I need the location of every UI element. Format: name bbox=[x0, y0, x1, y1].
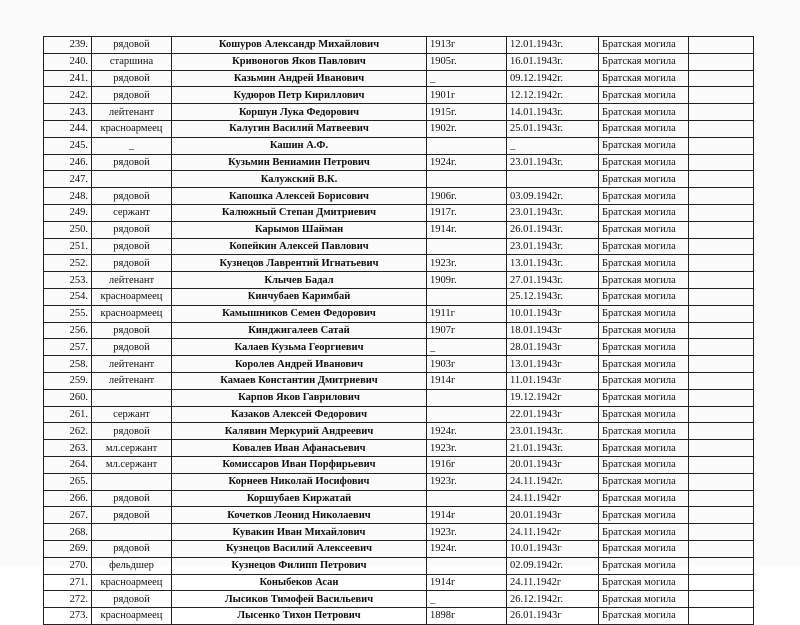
rank-cell: сержант bbox=[92, 204, 172, 221]
death-date-cell: 23.01.1943г. bbox=[507, 238, 599, 255]
table-row bbox=[44, 137, 754, 154]
birth-year-cell: 1923г. bbox=[427, 473, 507, 490]
burial-place-cell: Братская могила bbox=[599, 288, 689, 305]
death-date-cell: 25.01.1943г. bbox=[507, 120, 599, 137]
full-name-cell: Кузнецов Филипп Петрович bbox=[172, 557, 427, 574]
rank-cell: красноармеец bbox=[92, 305, 172, 322]
row-number: 267. bbox=[44, 507, 92, 524]
rank-cell: рядовой bbox=[92, 154, 172, 171]
full-name-cell: Капошка Алексей Борисович bbox=[172, 188, 427, 205]
row-number: 250. bbox=[44, 221, 92, 238]
full-name-cell: Коршубаев Киржатай bbox=[172, 490, 427, 507]
empty-cell bbox=[689, 322, 754, 339]
burial-place-cell: Братская могила bbox=[599, 356, 689, 373]
burial-place-cell: Братская могила bbox=[599, 70, 689, 87]
burial-place-cell: Братская могила bbox=[599, 305, 689, 322]
empty-cell bbox=[689, 154, 754, 171]
row-number: 271. bbox=[44, 574, 92, 591]
full-name-cell: Камышников Семен Федорович bbox=[172, 305, 427, 322]
table-row bbox=[44, 238, 754, 255]
burial-place-cell: Братская могила bbox=[599, 406, 689, 423]
row-number: 241. bbox=[44, 70, 92, 87]
full-name-cell: Кинджигалеев Сатай bbox=[172, 322, 427, 339]
death-date-cell: 23.01.1943г. bbox=[507, 204, 599, 221]
empty-cell bbox=[689, 120, 754, 137]
full-name-cell: Кудюров Петр Кириллович bbox=[172, 87, 427, 104]
death-date-cell: 24.11.1942г. bbox=[507, 473, 599, 490]
table-row bbox=[44, 104, 754, 121]
empty-cell bbox=[689, 406, 754, 423]
table-row bbox=[44, 255, 754, 272]
death-date-cell: 22.01.1943г bbox=[507, 406, 599, 423]
table-row bbox=[44, 507, 754, 524]
birth-year-cell: _ bbox=[427, 591, 507, 608]
birth-year-cell: _ bbox=[427, 339, 507, 356]
rank-cell: фельдшер bbox=[92, 557, 172, 574]
full-name-cell: Кузнецов Василий Алексеевич bbox=[172, 540, 427, 557]
death-date-cell: 10.01.1943г bbox=[507, 540, 599, 557]
birth-year-cell: 1901г bbox=[427, 87, 507, 104]
full-name-cell: Клычев Бадал bbox=[172, 272, 427, 289]
empty-cell bbox=[689, 238, 754, 255]
table-row bbox=[44, 53, 754, 70]
death-date-cell: 16.01.1943г. bbox=[507, 53, 599, 70]
rank-cell: _ bbox=[92, 137, 172, 154]
full-name-cell: Кинчубаев Каримбай bbox=[172, 288, 427, 305]
full-name-cell: Карымов Шайман bbox=[172, 221, 427, 238]
burial-place-cell: Братская могила bbox=[599, 507, 689, 524]
death-date-cell: 10.01.1943г bbox=[507, 305, 599, 322]
birth-year-cell bbox=[427, 490, 507, 507]
rank-cell: рядовой bbox=[92, 423, 172, 440]
rank-cell: рядовой bbox=[92, 188, 172, 205]
burial-place-cell: Братская могила bbox=[599, 104, 689, 121]
death-date-cell: 25.12.1943г. bbox=[507, 288, 599, 305]
empty-cell bbox=[689, 104, 754, 121]
table-row bbox=[44, 204, 754, 221]
table-row bbox=[44, 305, 754, 322]
birth-year-cell bbox=[427, 389, 507, 406]
death-date-cell: 09.12.1942г. bbox=[507, 70, 599, 87]
full-name-cell: Коныбеков Асан bbox=[172, 574, 427, 591]
row-number: 246. bbox=[44, 154, 92, 171]
table-row bbox=[44, 473, 754, 490]
birth-year-cell bbox=[427, 406, 507, 423]
birth-year-cell: 1913г bbox=[427, 37, 507, 54]
rank-cell bbox=[92, 524, 172, 541]
death-date-cell: 24.11.1942г bbox=[507, 524, 599, 541]
table-row bbox=[44, 87, 754, 104]
rank-cell: старшина bbox=[92, 53, 172, 70]
birth-year-cell: 1909г. bbox=[427, 272, 507, 289]
death-date-cell: 27.01.1943г. bbox=[507, 272, 599, 289]
birth-year-cell bbox=[427, 238, 507, 255]
row-number: 272. bbox=[44, 591, 92, 608]
empty-cell bbox=[689, 204, 754, 221]
burial-place-cell: Братская могила bbox=[599, 608, 689, 625]
birth-year-cell bbox=[427, 137, 507, 154]
burial-place-cell: Братская могила bbox=[599, 37, 689, 54]
rank-cell: лейтенант bbox=[92, 272, 172, 289]
row-number: 262. bbox=[44, 423, 92, 440]
table-row bbox=[44, 288, 754, 305]
death-date-cell: 19.12.1942г bbox=[507, 389, 599, 406]
table-row bbox=[44, 154, 754, 171]
death-date-cell: 18.01.1943г bbox=[507, 322, 599, 339]
full-name-cell: Калугин Василий Матвеевич bbox=[172, 120, 427, 137]
birth-year-cell: 1911г bbox=[427, 305, 507, 322]
full-name-cell: Кувакин Иван Михайлович bbox=[172, 524, 427, 541]
birth-year-cell: 1903г bbox=[427, 356, 507, 373]
empty-cell bbox=[689, 288, 754, 305]
burial-place-cell: Братская могила bbox=[599, 53, 689, 70]
table-row bbox=[44, 540, 754, 557]
row-number: 270. bbox=[44, 557, 92, 574]
empty-cell bbox=[689, 557, 754, 574]
row-number: 273. bbox=[44, 608, 92, 625]
burial-place-cell: Братская могила bbox=[599, 87, 689, 104]
death-date-cell: 11.01.1943г bbox=[507, 372, 599, 389]
full-name-cell: Карпов Яков Гаврилович bbox=[172, 389, 427, 406]
rank-cell: мл.сержант bbox=[92, 456, 172, 473]
table-body bbox=[44, 37, 754, 625]
rank-cell: лейтенант bbox=[92, 104, 172, 121]
empty-cell bbox=[689, 591, 754, 608]
row-number: 244. bbox=[44, 120, 92, 137]
full-name-cell: Казаков Алексей Федорович bbox=[172, 406, 427, 423]
burial-place-cell: Братская могила bbox=[599, 322, 689, 339]
full-name-cell: Калюжный Степан Дмитриевич bbox=[172, 204, 427, 221]
table-row bbox=[44, 608, 754, 625]
row-number: 240. bbox=[44, 53, 92, 70]
death-date-cell: 26.01.1943г bbox=[507, 608, 599, 625]
death-date-cell: 13.01.1943г. bbox=[507, 255, 599, 272]
table-row bbox=[44, 221, 754, 238]
row-number: 260. bbox=[44, 389, 92, 406]
burial-place-cell: Братская могила bbox=[599, 154, 689, 171]
empty-cell bbox=[689, 70, 754, 87]
burial-place-cell: Братская могила bbox=[599, 557, 689, 574]
table-row bbox=[44, 557, 754, 574]
birth-year-cell: _ bbox=[427, 70, 507, 87]
table-row bbox=[44, 591, 754, 608]
rank-cell: мл.сержант bbox=[92, 440, 172, 457]
rank-cell: рядовой bbox=[92, 507, 172, 524]
birth-year-cell: 1906г. bbox=[427, 188, 507, 205]
birth-year-cell: 1923г. bbox=[427, 440, 507, 457]
row-number: 265. bbox=[44, 473, 92, 490]
full-name-cell: Лысенко Тихон Петрович bbox=[172, 608, 427, 625]
death-date-cell: 20.01.1943г bbox=[507, 507, 599, 524]
burial-place-cell: Братская могила bbox=[599, 440, 689, 457]
rank-cell: сержант bbox=[92, 406, 172, 423]
birth-year-cell: 1923г. bbox=[427, 524, 507, 541]
empty-cell bbox=[689, 171, 754, 188]
table-row bbox=[44, 440, 754, 457]
rank-cell: рядовой bbox=[92, 37, 172, 54]
empty-cell bbox=[689, 137, 754, 154]
table-row bbox=[44, 406, 754, 423]
full-name-cell: Кочетков Леонид Николаевич bbox=[172, 507, 427, 524]
empty-cell bbox=[689, 490, 754, 507]
birth-year-cell: 1914г bbox=[427, 574, 507, 591]
row-number: 243. bbox=[44, 104, 92, 121]
rank-cell: рядовой bbox=[92, 322, 172, 339]
full-name-cell: Кошуров Александр Михайлович bbox=[172, 37, 427, 54]
death-date-cell: 24.11.1942г bbox=[507, 574, 599, 591]
birth-year-cell: 1898г bbox=[427, 608, 507, 625]
table-row bbox=[44, 574, 754, 591]
row-number: 247. bbox=[44, 171, 92, 188]
row-number: 248. bbox=[44, 188, 92, 205]
row-number: 255. bbox=[44, 305, 92, 322]
burial-place-cell: Братская могила bbox=[599, 238, 689, 255]
row-number: 261. bbox=[44, 406, 92, 423]
row-number: 242. bbox=[44, 87, 92, 104]
empty-cell bbox=[689, 339, 754, 356]
empty-cell bbox=[689, 524, 754, 541]
empty-cell bbox=[689, 221, 754, 238]
empty-cell bbox=[689, 305, 754, 322]
empty-cell bbox=[689, 608, 754, 625]
rank-cell: рядовой bbox=[92, 591, 172, 608]
death-date-cell: 26.01.1943г. bbox=[507, 221, 599, 238]
row-number: 259. bbox=[44, 372, 92, 389]
burial-place-cell: Братская могила bbox=[599, 204, 689, 221]
empty-cell bbox=[689, 456, 754, 473]
rank-cell: рядовой bbox=[92, 70, 172, 87]
rank-cell: рядовой bbox=[92, 221, 172, 238]
rank-cell: лейтенант bbox=[92, 356, 172, 373]
rank-cell bbox=[92, 171, 172, 188]
empty-cell bbox=[689, 255, 754, 272]
rank-cell: красноармеец bbox=[92, 574, 172, 591]
empty-cell bbox=[689, 53, 754, 70]
row-number: 252. bbox=[44, 255, 92, 272]
row-number: 258. bbox=[44, 356, 92, 373]
burial-place-cell: Братская могила bbox=[599, 120, 689, 137]
burial-list-table bbox=[43, 36, 754, 625]
burial-place-cell: Братская могила bbox=[599, 524, 689, 541]
death-date-cell: 23.01.1943г. bbox=[507, 154, 599, 171]
empty-cell bbox=[689, 272, 754, 289]
burial-place-cell: Братская могила bbox=[599, 423, 689, 440]
empty-cell bbox=[689, 574, 754, 591]
full-name-cell: Калаев Кузьма Георгиевич bbox=[172, 339, 427, 356]
burial-place-cell: Братская могила bbox=[599, 221, 689, 238]
table-row bbox=[44, 70, 754, 87]
full-name-cell: Лысиков Тимофей Васильевич bbox=[172, 591, 427, 608]
death-date-cell: 14.01.1943г. bbox=[507, 104, 599, 121]
birth-year-cell: 1924г. bbox=[427, 540, 507, 557]
burial-place-cell: Братская могила bbox=[599, 272, 689, 289]
rank-cell bbox=[92, 389, 172, 406]
row-number: 257. bbox=[44, 339, 92, 356]
birth-year-cell: 1924г. bbox=[427, 154, 507, 171]
empty-cell bbox=[689, 473, 754, 490]
death-date-cell: _ bbox=[507, 137, 599, 154]
death-date-cell: 03.09.1942г. bbox=[507, 188, 599, 205]
empty-cell bbox=[689, 507, 754, 524]
rank-cell: красноармеец bbox=[92, 120, 172, 137]
full-name-cell: Камаев Константин Дмитриевич bbox=[172, 372, 427, 389]
birth-year-cell bbox=[427, 288, 507, 305]
birth-year-cell: 1915г. bbox=[427, 104, 507, 121]
burial-place-cell: Братская могила bbox=[599, 372, 689, 389]
full-name-cell: Комиссаров Иван Порфирьевич bbox=[172, 456, 427, 473]
table-row bbox=[44, 372, 754, 389]
burial-place-cell: Братская могила bbox=[599, 591, 689, 608]
rank-cell: рядовой bbox=[92, 87, 172, 104]
death-date-cell: 24.11.1942г bbox=[507, 490, 599, 507]
rank-cell: лейтенант bbox=[92, 372, 172, 389]
empty-cell bbox=[689, 423, 754, 440]
table-row bbox=[44, 188, 754, 205]
birth-year-cell: 1914г bbox=[427, 507, 507, 524]
burial-place-cell: Братская могила bbox=[599, 339, 689, 356]
empty-cell bbox=[689, 372, 754, 389]
full-name-cell: Ковалев Иван Афанасьевич bbox=[172, 440, 427, 457]
empty-cell bbox=[689, 188, 754, 205]
full-name-cell: Королев Андрей Иванович bbox=[172, 356, 427, 373]
row-number: 269. bbox=[44, 540, 92, 557]
burial-place-cell: Братская могила bbox=[599, 171, 689, 188]
table-row bbox=[44, 423, 754, 440]
burial-place-cell: Братская могила bbox=[599, 456, 689, 473]
death-date-cell: 12.01.1943г. bbox=[507, 37, 599, 54]
full-name-cell: Калявин Меркурий Андреевич bbox=[172, 423, 427, 440]
row-number: 264. bbox=[44, 456, 92, 473]
birth-year-cell: 1907г bbox=[427, 322, 507, 339]
row-number: 268. bbox=[44, 524, 92, 541]
full-name-cell: Калужский В.К. bbox=[172, 171, 427, 188]
table-row bbox=[44, 37, 754, 54]
table-row bbox=[44, 272, 754, 289]
row-number: 254. bbox=[44, 288, 92, 305]
birth-year-cell: 1917г. bbox=[427, 204, 507, 221]
burial-place-cell: Братская могила bbox=[599, 574, 689, 591]
full-name-cell: Кузьмин Вениамин Петрович bbox=[172, 154, 427, 171]
death-date-cell: 21.01.1943г. bbox=[507, 440, 599, 457]
table-row bbox=[44, 322, 754, 339]
burial-place-cell: Братская могила bbox=[599, 137, 689, 154]
death-date-cell: 28.01.1943г bbox=[507, 339, 599, 356]
death-date-cell: 13.01.1943г bbox=[507, 356, 599, 373]
empty-cell bbox=[689, 540, 754, 557]
row-number: 249. bbox=[44, 204, 92, 221]
birth-year-cell: 1914г bbox=[427, 372, 507, 389]
burial-place-cell: Братская могила bbox=[599, 473, 689, 490]
empty-cell bbox=[689, 87, 754, 104]
rank-cell: рядовой bbox=[92, 339, 172, 356]
row-number: 251. bbox=[44, 238, 92, 255]
rank-cell bbox=[92, 473, 172, 490]
death-date-cell: 26.12.1942г. bbox=[507, 591, 599, 608]
table-row bbox=[44, 524, 754, 541]
row-number: 239. bbox=[44, 37, 92, 54]
table-row bbox=[44, 171, 754, 188]
table-row bbox=[44, 456, 754, 473]
birth-year-cell: 1923г. bbox=[427, 255, 507, 272]
burial-place-cell: Братская могила bbox=[599, 490, 689, 507]
full-name-cell: Копейкин Алексей Павлович bbox=[172, 238, 427, 255]
death-date-cell: 23.01.1943г. bbox=[507, 423, 599, 440]
table-row bbox=[44, 490, 754, 507]
full-name-cell: Казьмин Андрей Иванович bbox=[172, 70, 427, 87]
row-number: 266. bbox=[44, 490, 92, 507]
death-date-cell: 12.12.1942г. bbox=[507, 87, 599, 104]
empty-cell bbox=[689, 389, 754, 406]
full-name-cell: Коршун Лука Федорович bbox=[172, 104, 427, 121]
rank-cell: красноармеец bbox=[92, 288, 172, 305]
table-row bbox=[44, 120, 754, 137]
birth-year-cell: 1905г. bbox=[427, 53, 507, 70]
birth-year-cell: 1924г. bbox=[427, 423, 507, 440]
empty-cell bbox=[689, 356, 754, 373]
full-name-cell: Кривоногов Яков Павлович bbox=[172, 53, 427, 70]
row-number: 253. bbox=[44, 272, 92, 289]
death-date-cell: 02.09.1942г. bbox=[507, 557, 599, 574]
birth-year-cell bbox=[427, 171, 507, 188]
empty-cell bbox=[689, 37, 754, 54]
rank-cell: рядовой bbox=[92, 490, 172, 507]
birth-year-cell: 1916г bbox=[427, 456, 507, 473]
empty-cell bbox=[689, 440, 754, 457]
birth-year-cell: 1914г. bbox=[427, 221, 507, 238]
full-name-cell: Кашин А.Ф. bbox=[172, 137, 427, 154]
full-name-cell: Кузнецов Лаврентий Игнатьевич bbox=[172, 255, 427, 272]
birth-year-cell: 1902г. bbox=[427, 120, 507, 137]
table-row bbox=[44, 356, 754, 373]
rank-cell: рядовой bbox=[92, 238, 172, 255]
burial-place-cell: Братская могила bbox=[599, 540, 689, 557]
table-row bbox=[44, 389, 754, 406]
full-name-cell: Корнеев Николай Иосифович bbox=[172, 473, 427, 490]
row-number: 256. bbox=[44, 322, 92, 339]
rank-cell: красноармеец bbox=[92, 608, 172, 625]
rank-cell: рядовой bbox=[92, 255, 172, 272]
row-number: 263. bbox=[44, 440, 92, 457]
burial-place-cell: Братская могила bbox=[599, 255, 689, 272]
death-date-cell bbox=[507, 171, 599, 188]
row-number: 245. bbox=[44, 137, 92, 154]
birth-year-cell bbox=[427, 557, 507, 574]
burial-place-cell: Братская могила bbox=[599, 188, 689, 205]
rank-cell: рядовой bbox=[92, 540, 172, 557]
burial-place-cell: Братская могила bbox=[599, 389, 689, 406]
table-row bbox=[44, 339, 754, 356]
death-date-cell: 20.01.1943г bbox=[507, 456, 599, 473]
